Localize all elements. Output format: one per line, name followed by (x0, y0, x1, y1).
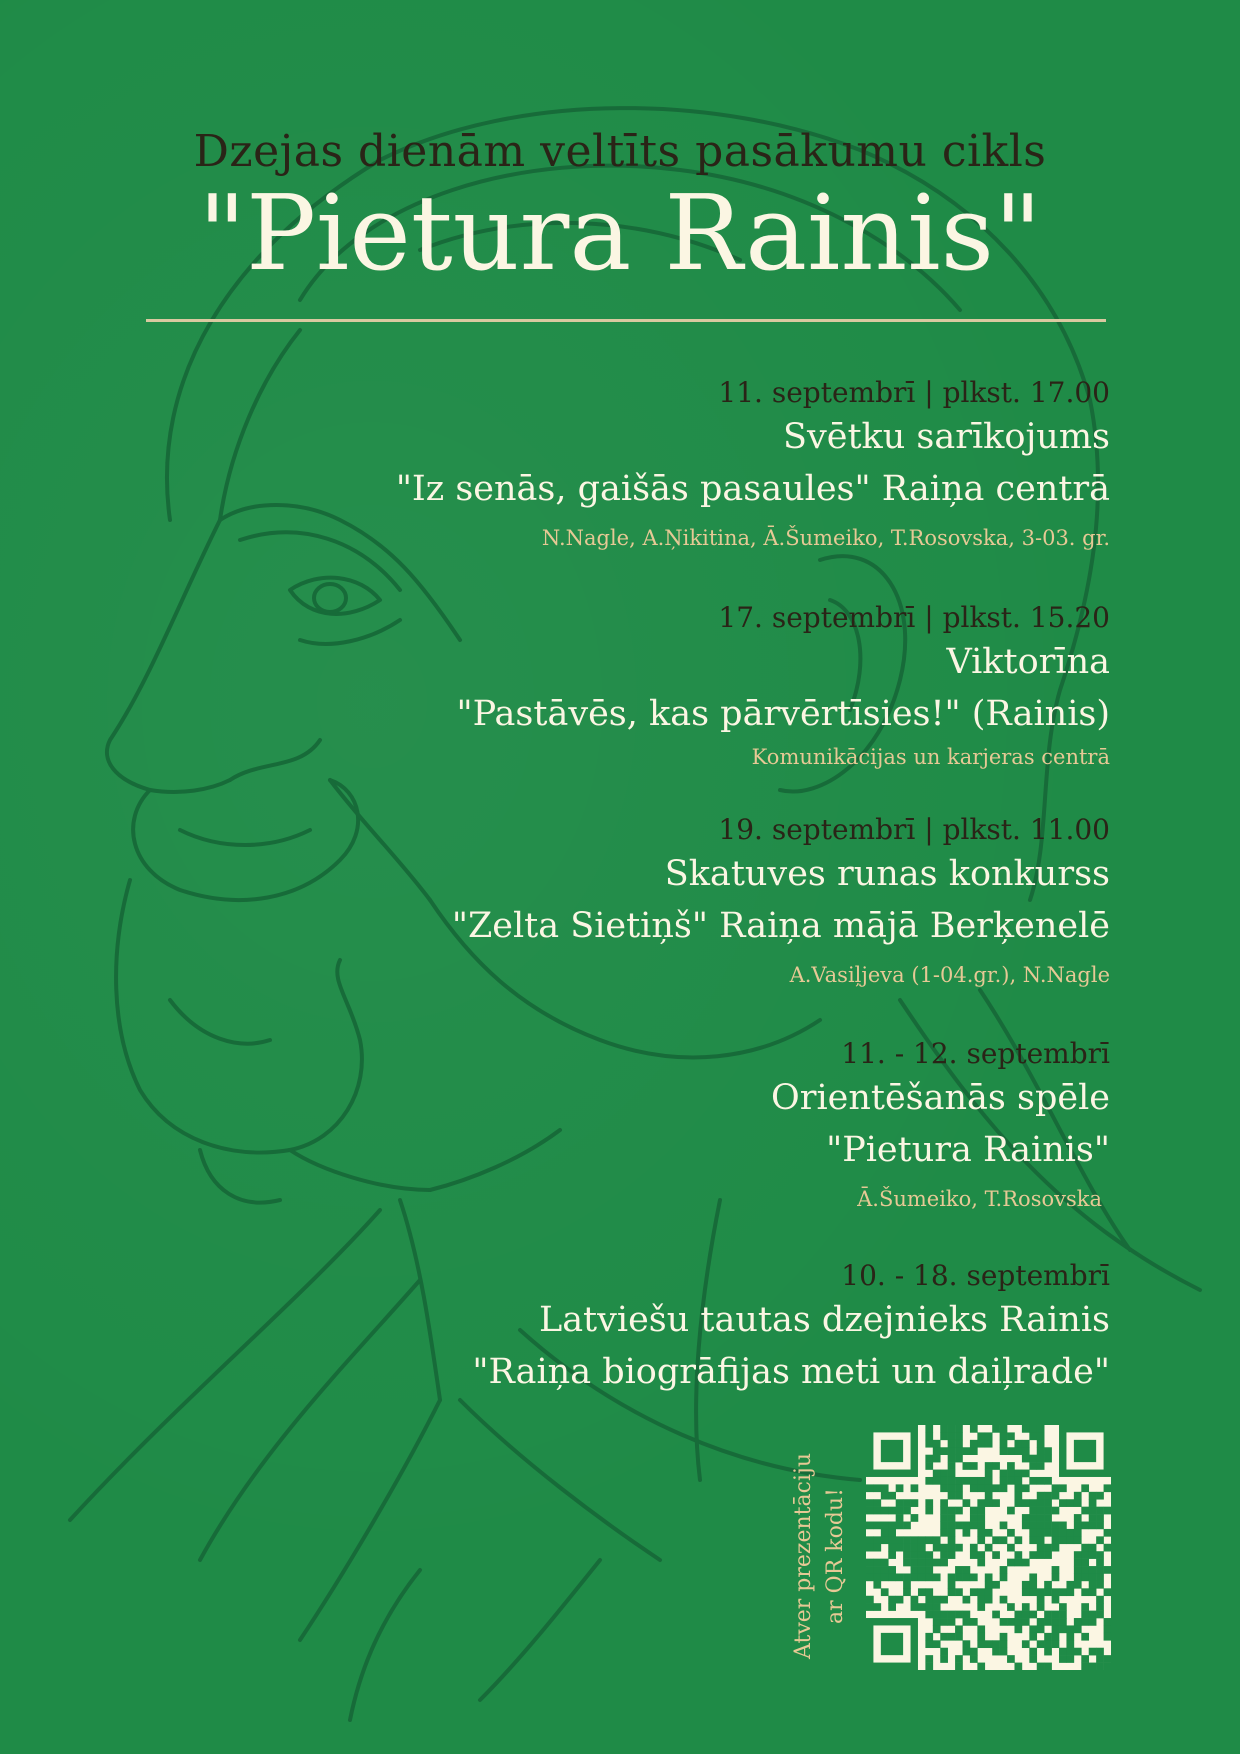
event-date: 11. - 12. septembrī (841, 1037, 1110, 1070)
event-note: N.Nagle, A.Ņikitina, Ā.Šumeiko, T.Rosovska, 3-03. gr. (541, 526, 1110, 550)
event-title: Viktorīna (946, 642, 1110, 682)
event-subtitle: "Raiņa biogrāfijas meti un daiļrade" (472, 1352, 1110, 1392)
event-3 (452, 812, 1110, 992)
event-5 (472, 1258, 1110, 1398)
event-4 (771, 1036, 1110, 1216)
event-subtitle: "Iz senās, gaišās pasaules" Raiņa centrā (395, 469, 1110, 509)
event-title: Skatuves runas konkurss (664, 854, 1110, 894)
event-2 (456, 600, 1110, 774)
event-note: Komunikācijas un karjeras centrā (751, 745, 1110, 769)
event-title: Latviešu tautas dzejnieks Rainis (538, 1300, 1110, 1340)
qr-caption (790, 1434, 850, 1674)
page-title: "Pietura Rainis" (198, 172, 1042, 294)
qr-caption-line2: ar QR kodu! (823, 1488, 848, 1624)
event-subtitle: "Pietura Rainis" (826, 1130, 1110, 1170)
qr-caption-line1: Atver prezentāciju (791, 1453, 816, 1660)
event-date: 19. septembrī | plkst. 11.00 (718, 813, 1110, 846)
event-subtitle: "Pastāvēs, kas pārvērtīsies!" (Rainis) (456, 694, 1110, 734)
event-title: Svētku sarīkojums (783, 417, 1110, 457)
event-date: 17. septembrī | plkst. 15.20 (718, 601, 1110, 634)
qr-code-icon[interactable] (866, 1425, 1111, 1670)
event-1 (396, 375, 1110, 555)
event-date: 10. - 18. septembrī (841, 1259, 1110, 1292)
event-date: 11. septembrī | plkst. 17.00 (718, 376, 1110, 409)
title-divider (146, 319, 1106, 322)
event-note: Ā.Šumeiko, T.Rosovska (857, 1187, 1102, 1211)
event-note: A.Vasiļjeva (1-04.gr.), N.Nagle (789, 963, 1110, 987)
event-subtitle: "Zelta Sietiņš" Raiņa mājā Berķenelē (451, 906, 1110, 946)
subtitle: Dzejas dienām veltīts pasākumu cikls (193, 126, 1047, 177)
event-title: Orientēšanās spēle (771, 1078, 1110, 1118)
